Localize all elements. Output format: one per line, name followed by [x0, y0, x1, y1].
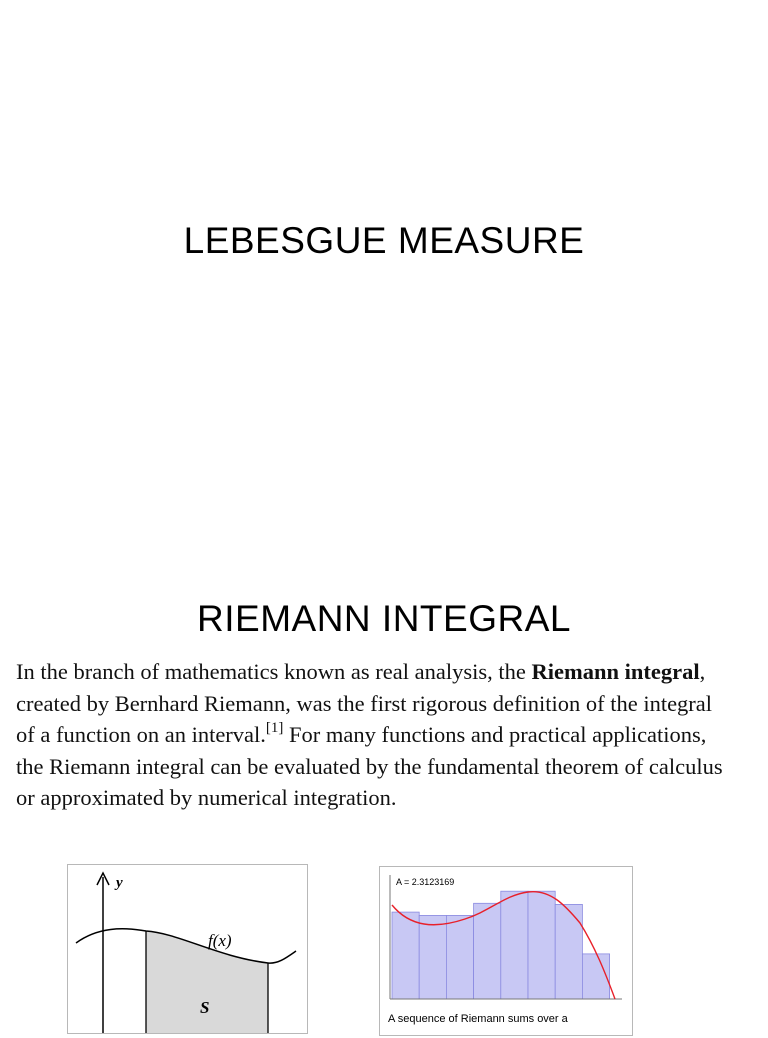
paragraph-part-2: , created by Bernhard Riemann, was the first rigorous definition of the integral of a function on an interval. — [16, 659, 713, 747]
riemann-sums-figure — [379, 866, 633, 1036]
riemann-bar — [419, 915, 446, 999]
riemann-bar — [555, 904, 582, 999]
riemann-bar — [474, 903, 501, 999]
area-region-s — [146, 931, 268, 1033]
citation-link[interactable]: [1] — [265, 719, 284, 736]
figure-caption: A sequence of Riemann sums over a — [388, 1013, 568, 1025]
slide-title-riemann: RIEMANN INTEGRAL — [197, 598, 571, 639]
area-readout: A = 2.3123169 — [396, 877, 455, 887]
slide-title-lebesgue: LEBESGUE MEASURE — [183, 220, 585, 261]
riemann-paragraph — [16, 656, 736, 814]
riemann-sums-plot — [380, 867, 632, 1007]
function-label: f(x) — [208, 931, 232, 950]
riemann-bar — [501, 891, 528, 999]
paragraph-part-3: For many functions and practical applications, the Riemann integral can be evaluated by the fundamental theorem of calculus or approximated by numerical integration. — [16, 722, 723, 810]
paragraph-part-1: In the branch of mathematics known as real analysis, the — [16, 659, 532, 684]
riemann-area-figure — [67, 864, 308, 1034]
riemann-bar — [392, 912, 419, 999]
riemann-bar — [446, 915, 473, 999]
paragraph-bold-term: Riemann integral — [531, 659, 700, 684]
area-diagram — [68, 865, 307, 1033]
riemann-bar — [528, 891, 555, 999]
region-label: S — [200, 998, 210, 1017]
y-axis-label: y — [116, 875, 123, 891]
